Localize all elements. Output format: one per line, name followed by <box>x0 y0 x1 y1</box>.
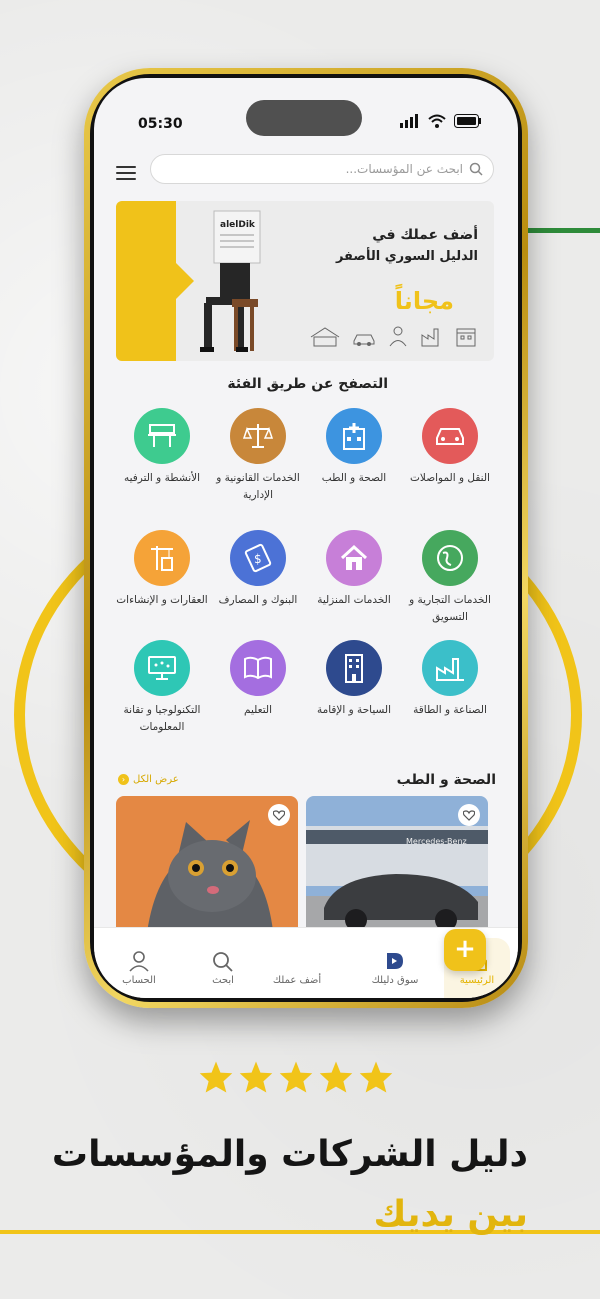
category-label: النقل و المواصلات <box>410 472 490 484</box>
category-home-services[interactable] <box>306 530 402 609</box>
dynamic-island <box>246 100 362 136</box>
monitor-icon <box>134 640 190 696</box>
category-technology[interactable] <box>114 640 210 736</box>
bottom-tab-bar <box>94 927 518 998</box>
category-banks[interactable] <box>210 530 306 609</box>
promo-tagline: دليل الشركات والمؤسسات <box>51 1134 528 1175</box>
hospital-icon <box>326 408 382 464</box>
search-placeholder: ابحث عن المؤسسات... <box>345 162 463 176</box>
add-business-button[interactable]: + <box>444 929 486 971</box>
category-transport[interactable] <box>402 408 498 487</box>
categories-title: التصفح عن طريق الفئة <box>227 376 388 392</box>
tab-search-label: ابحث <box>212 975 234 986</box>
star-icon <box>238 1060 274 1094</box>
category-label: الخدمات التجارية و التسويق <box>409 594 491 623</box>
house-icon <box>308 325 342 347</box>
banner-subheadline: الدليل السوري الأصفر <box>335 249 478 264</box>
house-icon <box>326 530 382 586</box>
tab-search[interactable] <box>188 950 258 986</box>
hotel-icon <box>326 640 382 696</box>
signal-icon <box>400 114 420 128</box>
menu-icon[interactable] <box>116 162 136 184</box>
tab-home-label: الرئيسية <box>459 975 495 986</box>
search-icon <box>211 950 235 972</box>
banner-headline: أضف عملك في <box>372 227 478 243</box>
dealership-sign: Mercedes-Benz <box>406 837 467 846</box>
favorite-heart-icon[interactable] <box>458 804 480 826</box>
category-label: التعليم <box>244 704 272 716</box>
rating-stars <box>198 1060 394 1094</box>
category-label: الصحة و الطب <box>321 472 387 484</box>
daleelak-logo-icon <box>383 950 407 972</box>
worker-icon <box>386 325 410 347</box>
category-tourism[interactable] <box>306 640 402 719</box>
category-health[interactable] <box>306 408 402 487</box>
phone-frame <box>84 68 528 1008</box>
category-label: السياحة و الإقامة <box>316 704 392 716</box>
category-label: العقارات و الإنشاءات <box>116 594 208 606</box>
view-all-label: عرض الكل <box>133 774 179 785</box>
svg-text:$: $ <box>254 552 262 566</box>
money-icon <box>230 530 286 586</box>
building-icon <box>454 325 478 347</box>
category-label: الأنشطة و الترفيه <box>123 472 201 484</box>
taxi-icon <box>352 325 376 347</box>
user-icon <box>127 950 151 972</box>
category-label: الخدمات القانونية و الإدارية <box>216 472 300 501</box>
banner-free-label: مجاناً <box>394 287 454 315</box>
star-icon <box>198 1060 234 1094</box>
decorative-line <box>520 228 600 233</box>
wifi-icon <box>428 114 446 128</box>
tab-account[interactable] <box>104 950 174 986</box>
category-label: الخدمات المنزلية <box>317 594 391 606</box>
tab-account-label: الحساب <box>122 975 156 986</box>
category-label: التكنولوجيا و تقانة المعلومات <box>123 704 201 733</box>
listing-card[interactable] <box>306 796 488 940</box>
crane-icon <box>134 530 190 586</box>
search-icon <box>469 162 483 176</box>
category-label: البنوك و المصارف <box>218 594 298 606</box>
tab-add-label: أضف عملك <box>272 975 322 986</box>
banner-icons <box>308 325 478 347</box>
promo-tagline-highlight: بين يديك <box>373 1194 528 1235</box>
category-legal[interactable] <box>210 408 306 504</box>
scales-icon <box>230 408 286 464</box>
favorite-heart-icon[interactable] <box>268 804 290 826</box>
tab-market[interactable] <box>360 950 430 986</box>
star-icon <box>318 1060 354 1094</box>
tab-market-label: سوق دليلك <box>371 975 419 986</box>
category-real-estate[interactable] <box>114 530 210 609</box>
status-icons <box>400 114 482 128</box>
view-all-link[interactable] <box>118 774 179 785</box>
factory-icon <box>422 640 478 696</box>
category-leisure[interactable] <box>114 408 210 487</box>
man-reading-newspaper-illustration <box>174 207 266 357</box>
status-time: 05:30 <box>138 116 183 132</box>
app-screen <box>94 78 518 998</box>
chevron-left-icon: ‹ <box>118 774 129 785</box>
globe-icon <box>422 530 478 586</box>
category-label: الصناعة و الطاقة <box>413 704 487 716</box>
table-icon <box>134 408 190 464</box>
promo-banner[interactable] <box>116 201 494 361</box>
category-industry[interactable] <box>402 640 498 719</box>
star-icon <box>278 1060 314 1094</box>
category-commerce[interactable] <box>402 530 498 626</box>
star-icon <box>358 1060 394 1094</box>
search-bar[interactable] <box>150 154 494 184</box>
newspaper-logo: alelDik <box>220 220 255 230</box>
category-education[interactable] <box>210 640 306 719</box>
battery-icon <box>454 114 482 128</box>
book-icon <box>230 640 286 696</box>
listing-card[interactable] <box>116 796 298 940</box>
car-icon <box>422 408 478 464</box>
factory-icon <box>420 325 444 347</box>
health-section-title: الصحة و الطب <box>396 772 496 788</box>
